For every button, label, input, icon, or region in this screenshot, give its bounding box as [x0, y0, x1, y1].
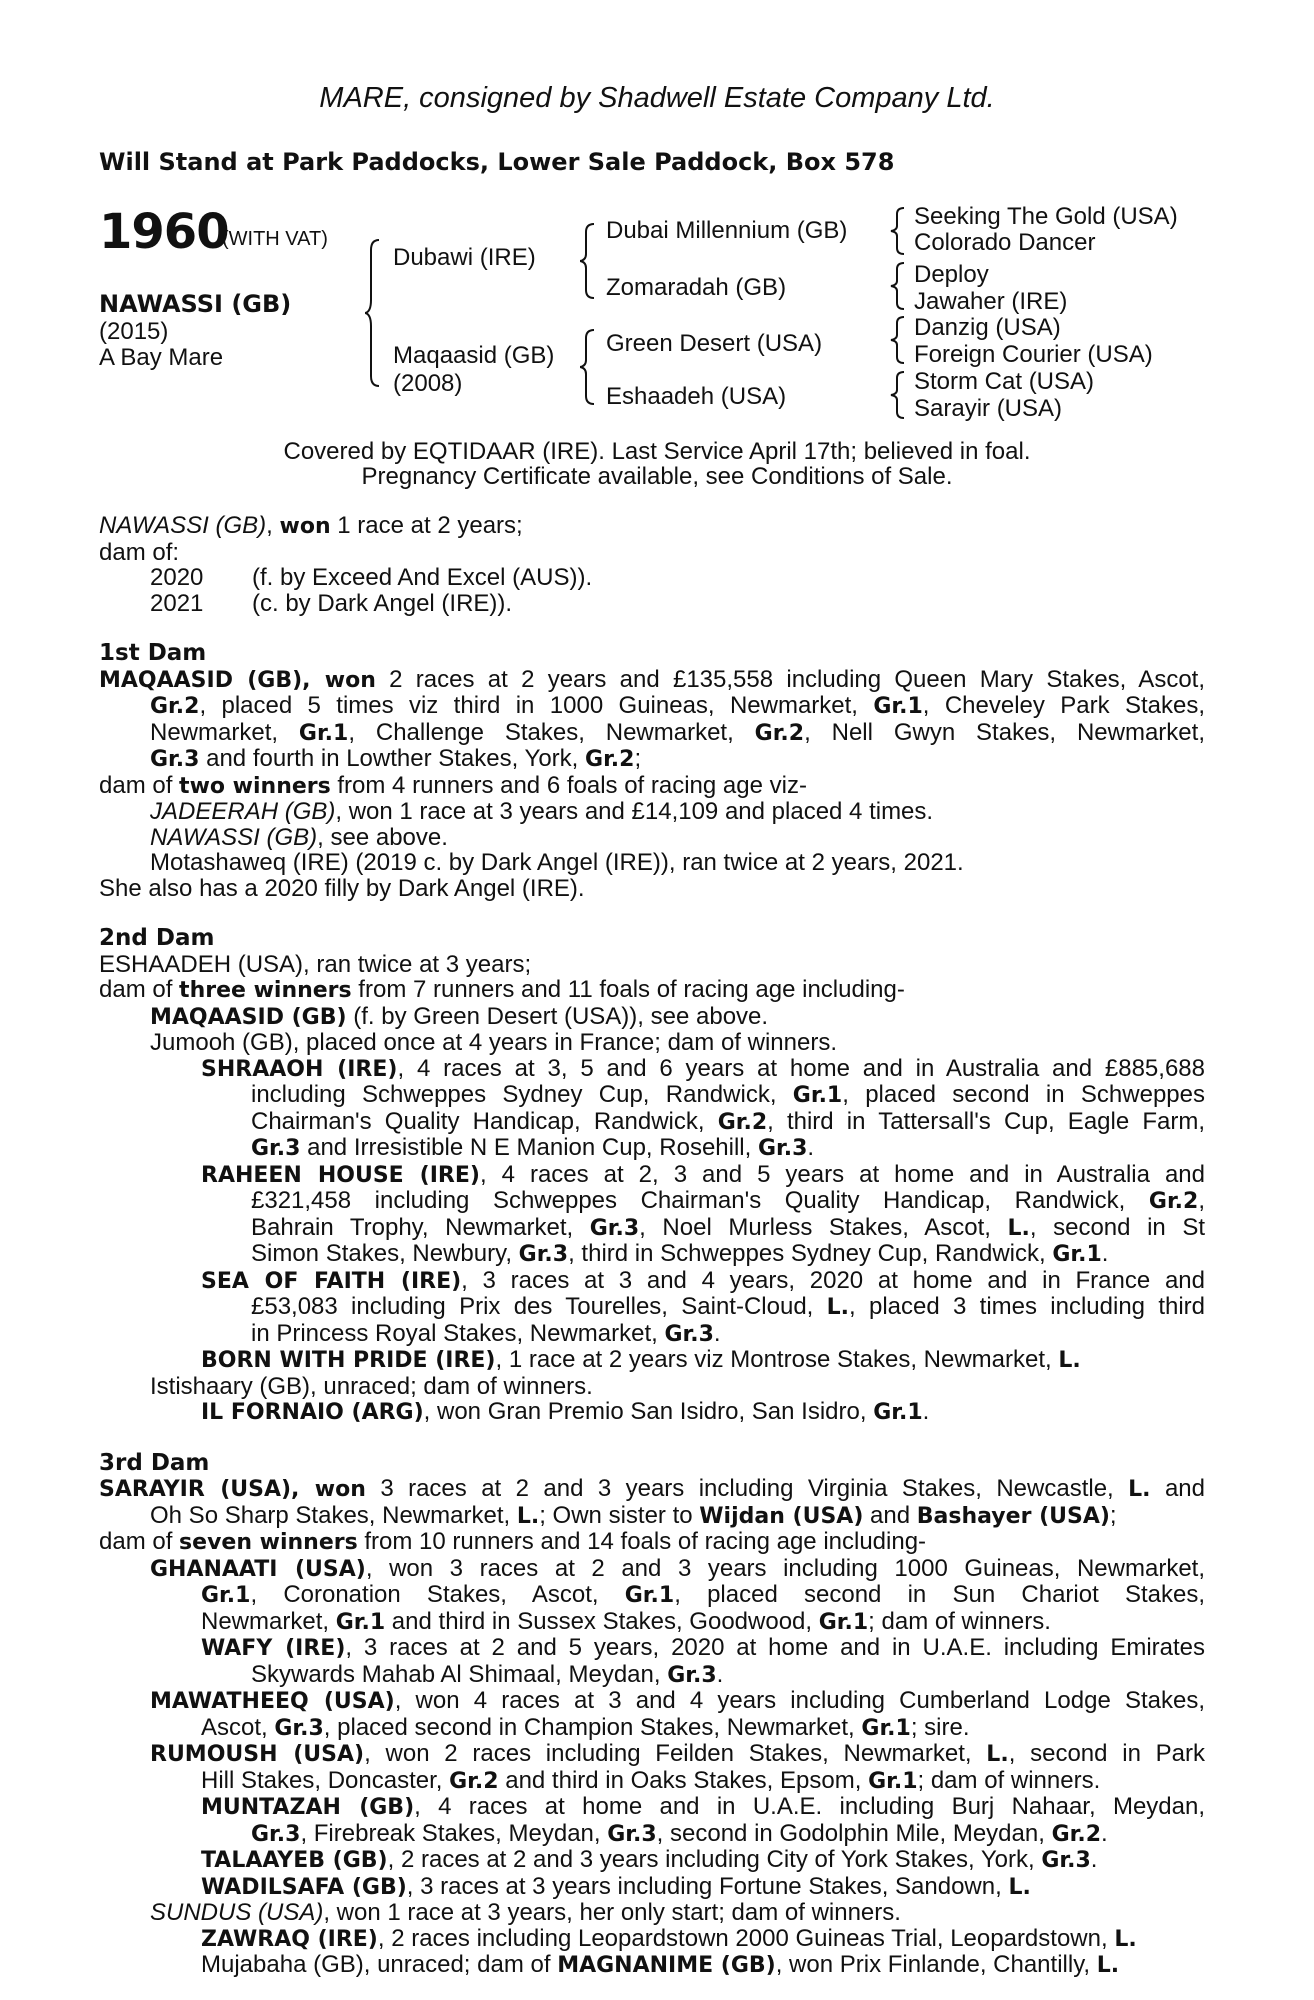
text-run: , won Prix Finlande, Chantilly, — [775, 1951, 1097, 1978]
horse-name: NAWASSI (GB) — [99, 290, 292, 318]
grade-label: Gr.1 — [201, 1583, 251, 1608]
produce-name: WAFY (IRE) — [201, 1636, 346, 1661]
grade-label: Gr.1 — [624, 1583, 675, 1608]
pedigree-brace-g1 — [890, 206, 908, 256]
text-run: . — [1101, 1819, 1108, 1847]
third-dam-produce — [99, 1900, 1205, 1926]
text-run: , second in Godolphin Mile, Meydan, — [656, 1819, 1052, 1847]
third-dam-grandproduce — [99, 1821, 1205, 1848]
second-dam-grandproduce — [99, 1241, 1205, 1268]
text-run: , third in Schweppes Sydney Cup, Randwick, — [568, 1240, 1053, 1267]
first-dam-produce — [99, 825, 1205, 851]
grade-label: Gr.2 — [150, 694, 200, 719]
text-run: in Princess Royal Stakes, Newmarket, — [251, 1319, 665, 1347]
third-dam-grandproduce — [99, 1847, 1205, 1874]
grade-label: Gr.3 — [667, 1662, 717, 1688]
text-run: , see above. — [317, 823, 448, 851]
pedigree-dam: Maqaasid (GB) — [393, 342, 555, 369]
produce-year: 2021 — [150, 589, 204, 617]
consignor-title: MARE, consigned by Shadwell Estate Company Ltd. — [319, 82, 995, 114]
text-run: (f. by Green Desert (USA)), see above. — [346, 1002, 769, 1030]
listed-label: L. — [826, 1295, 850, 1320]
text-run: ; — [634, 745, 642, 772]
text-run: dam of — [99, 771, 180, 799]
text-run: ; dam of winners. — [868, 1607, 1051, 1635]
produce-name: MAWATHEEQ (USA) — [150, 1689, 395, 1714]
text-run: , placed second in Champion Stakes, Newmarket, — [323, 1713, 862, 1741]
text-run: , second in St — [1029, 1213, 1206, 1241]
third-dam-grandproduce — [99, 1874, 1205, 1901]
second-dam-dam-of — [99, 977, 1205, 1004]
text-run: , 4 races at 2, 3 and 5 years at home and in Australia and — [479, 1160, 1205, 1188]
third-dam-grandproduce — [99, 1952, 1205, 1979]
second-dam-grandproduce — [99, 1399, 1205, 1426]
text-run: . — [922, 1398, 930, 1425]
text-run: , 2 races at 2 and 3 years including City of York Stakes, York, — [387, 1846, 1042, 1873]
text-run: dam of — [99, 1528, 180, 1555]
text-run: ; Own sister to — [539, 1501, 700, 1529]
produce-detail: (c. by Dark Angel (IRE)). — [252, 589, 513, 617]
text-run: Newmarket, — [201, 1607, 336, 1635]
text-run: , — [1198, 1187, 1205, 1214]
grade-label: Gr.2 — [449, 1768, 499, 1794]
produce-name: MAQAASID (GB) — [150, 1004, 347, 1030]
first-dam-produce: Motashaweq (IRE) (2019 c. by Dark Angel (IRE)), ran twice at 2 years, 2021. — [150, 849, 964, 876]
grade-label: Gr.3 — [518, 1242, 569, 1267]
text-run: Simon Stakes, Newbury, — [251, 1240, 519, 1267]
text-run: , placed 3 times including third — [849, 1293, 1206, 1320]
first-dam-produce — [99, 799, 1205, 825]
produce-summary: NAWASSI (GB), won 1 race at 2 years; — [99, 512, 523, 539]
text-run: Skywards Mahab Al Shimaal, Meydan, — [251, 1660, 668, 1688]
pedigree-g3: Deploy — [914, 261, 989, 288]
produce-name: JADEERAH (GB) — [150, 798, 336, 825]
grade-label: Gr.2 — [1051, 1821, 1101, 1847]
listed-label: L. — [1008, 1874, 1031, 1900]
produce-name: MUNTAZAH (GB) — [201, 1795, 415, 1820]
third-dam-grandproduce — [99, 1662, 1205, 1689]
text-run: , second in Park — [1008, 1740, 1205, 1767]
grade-label: Gr.1 — [868, 1768, 918, 1794]
text-run: , placed second in Schweppes — [842, 1081, 1205, 1108]
pedigree-dam-sire: Green Desert (USA) — [606, 330, 823, 357]
listed-label: L. — [1096, 1953, 1120, 1978]
text-run: , Coronation Stakes, Ascot, — [250, 1581, 625, 1608]
grade-label: Gr.2 — [585, 747, 635, 772]
text-run: Newmarket, — [150, 718, 299, 746]
produce-name: RAHEEN HOUSE (IRE) — [201, 1162, 480, 1188]
text-run: , Challenge Stakes, Newmarket, — [348, 718, 755, 746]
text-run: , won 1 race at 3 years, her only start; dam of winners. — [323, 1899, 901, 1926]
text-run: , Nell Gwyn Stakes, Newmarket, — [804, 718, 1205, 746]
text-run: from 10 runners and 14 foals of racing age including- — [357, 1528, 927, 1555]
third-dam-grandproduce — [99, 1635, 1205, 1662]
grade-label: Gr.1 — [335, 1609, 386, 1635]
grade-label: Gr.1 — [298, 720, 349, 746]
covered-line-1: Covered by EQTIDAAR (IRE). Last Service April 17th; believed in foal. — [283, 438, 1031, 465]
produce-name: GHANAATI (USA) — [150, 1556, 366, 1582]
pedigree-g2: Colorado Dancer — [914, 229, 1096, 256]
text-run: and — [1150, 1475, 1205, 1502]
text-run: 2 races at 2 years and £135,558 including Queen Mary Stakes, Ascot, — [375, 665, 1205, 693]
produce-name: IL FORNAIO (ARG) — [201, 1400, 424, 1425]
text-run: , won 3 races at 2 and 3 years including 1000 Guineas, Newmarket, — [365, 1554, 1206, 1582]
pedigree-brace-g3 — [890, 315, 908, 365]
second-dam-produce: Istishaary (GB), unraced; dam of winners. — [150, 1372, 593, 1400]
produce-won: won — [279, 514, 331, 539]
text-run: ; dam of winners. — [917, 1766, 1101, 1794]
text-run: and — [863, 1501, 917, 1529]
text-run: 3 races at 2 and 3 years including Virginia Stakes, Newcastle, — [365, 1475, 1129, 1502]
text-run: , Noel Murless Stakes, Ascot, — [639, 1213, 1008, 1241]
text-run: , 4 races at 3, 5 and 6 years at home and in Australia and £885,688 — [397, 1054, 1205, 1082]
pedigree-g6: Foreign Courier (USA) — [914, 341, 1153, 368]
listed-label: L. — [1058, 1348, 1081, 1373]
second-dam-grandproduce — [99, 1135, 1205, 1162]
second-dam-grandproduce — [99, 1109, 1205, 1136]
text-run: , Cheveley Park Stakes, — [922, 692, 1205, 719]
first-dam-heading: 1st Dam — [99, 640, 207, 666]
pedigree-sire-sire: Dubai Millennium (GB) — [606, 217, 848, 244]
third-dam-produce — [99, 1741, 1205, 1768]
text-run: . — [716, 1660, 724, 1688]
text-run: and third in Oaks Stakes, Epsom, — [498, 1766, 869, 1794]
second-dam-grandproduce — [99, 1215, 1205, 1242]
grade-label: Gr.3 — [607, 1821, 657, 1847]
text-run: . — [1101, 1240, 1109, 1267]
text-run: , won 1 race at 3 years and £14,109 and placed 4 times. — [335, 798, 934, 825]
third-dam-line — [99, 1476, 1205, 1503]
grade-label: Gr.1 — [792, 1083, 843, 1108]
grade-label: Gr.3 — [274, 1715, 324, 1741]
second-dam-grandproduce — [99, 1188, 1205, 1215]
text-run: Ascot, — [201, 1713, 275, 1741]
produce-name: ZAWRAQ (IRE) — [201, 1926, 378, 1952]
text-run: , 3 races at 2 and 5 years, 2020 at home and in U.A.E. including Emirates — [345, 1634, 1206, 1661]
pedigree-brace-g4 — [890, 370, 908, 420]
stand-location: Will Stand at Park Paddocks, Lower Sale Paddock, Box 578 — [99, 148, 895, 176]
grade-label: Gr.2 — [1148, 1189, 1199, 1214]
text-run: . — [807, 1134, 815, 1161]
second-dam-grandproduce — [99, 1347, 1205, 1374]
horse-year: (2015) — [99, 318, 169, 345]
second-dam-produce: Jumooh (GB), placed once at 4 years in France; dam of winners. — [150, 1029, 837, 1056]
sibling-name: Wijdan (USA) — [699, 1503, 864, 1529]
pedigree-g5: Danzig (USA) — [914, 314, 1061, 341]
text-run: , third in Tattersall's Cup, Eagle Farm, — [767, 1107, 1206, 1135]
horse-description: A Bay Mare — [99, 344, 224, 371]
produce-name: RUMOUSH (USA) — [150, 1742, 365, 1767]
grade-label: Gr.3 — [1041, 1848, 1091, 1873]
pedigree-g7: Storm Cat (USA) — [914, 368, 1095, 395]
grade-label: Gr.2 — [717, 1109, 768, 1135]
produce-name: SEA OF FAITH (IRE) — [201, 1268, 462, 1294]
pedigree-sire-dam: Zomaradah (GB) — [606, 274, 787, 301]
text-run: . — [713, 1319, 721, 1347]
grade-label: Gr.3 — [251, 1136, 301, 1161]
second-dam-produce — [99, 1004, 1205, 1031]
produce-name: MAGNANIME (GB) — [557, 1953, 776, 1978]
produce-name: WADILSAFA (GB) — [201, 1874, 407, 1900]
produce-name: NAWASSI (GB) — [99, 512, 267, 539]
second-dam-grandproduce — [99, 1056, 1205, 1083]
text-run: including Schweppes Sydney Cup, Randwick, — [251, 1081, 793, 1108]
text-run: , 1 race at 2 years viz Montrose Stakes, Newmarket, — [495, 1346, 1059, 1373]
pedigree-dam-dam: Eshaadeh (USA) — [606, 383, 787, 410]
text-run: Mujabaha (GB), unraced; dam of — [201, 1951, 558, 1978]
pedigree-g1: Seeking The Gold (USA) — [914, 203, 1178, 230]
text-run: , Firebreak Stakes, Meydan, — [300, 1819, 608, 1847]
produce-year: 2020 — [150, 564, 204, 591]
produce-name: TALAAYEB (GB) — [201, 1848, 388, 1873]
produce-row — [99, 565, 1205, 591]
listed-label: L. — [1007, 1215, 1030, 1241]
second-dam-grandproduce — [99, 1082, 1205, 1109]
grade-label: Gr.1 — [818, 1609, 869, 1635]
third-dam-produce — [99, 1715, 1205, 1742]
text-run: , 3 races at 3 years including Fortune Stakes, Sandown, — [406, 1872, 1009, 1900]
text-run: dam of — [99, 976, 180, 1003]
text-run: , placed 5 times viz third in 1000 Guineas, Newmarket, — [199, 692, 874, 719]
text-run: , won 4 races at 3 and 4 years including Cumberland Lodge Stakes, — [394, 1687, 1205, 1714]
text-run: ; — [1109, 1501, 1117, 1529]
text-run: from 7 runners and 11 foals of racing age including- — [351, 976, 905, 1003]
text-run: , won Gran Premio San Isidro, San Isidro, — [423, 1398, 874, 1425]
produce-detail: (f. by Exceed And Excel (AUS)). — [252, 564, 593, 591]
first-dam-line — [99, 746, 1205, 773]
covered-line-2: Pregnancy Certificate available, see Conditions of Sale. — [361, 463, 953, 490]
text-run: . — [1090, 1846, 1098, 1873]
third-dam-line — [99, 1503, 1205, 1530]
text-run: , 2 races including Leopardstown 2000 Guineas Trial, Leopardstown, — [377, 1924, 1115, 1952]
first-dam-line — [99, 667, 1205, 694]
grade-label: Gr.3 — [664, 1321, 714, 1347]
listed-label: L. — [1128, 1477, 1151, 1502]
text-run: Hill Stakes, Doncaster, — [201, 1766, 450, 1794]
first-dam-line — [99, 693, 1205, 720]
second-dam-line: ESHAADEH (USA), ran twice at 3 years; — [99, 950, 532, 978]
first-dam-dam-of — [99, 773, 1205, 800]
text-run: Bahrain Trophy, Newmarket, — [251, 1213, 590, 1241]
pedigree-brace-sire — [580, 222, 598, 300]
grade-label: Gr.3 — [150, 747, 200, 772]
winners-count: seven winners — [179, 1530, 358, 1555]
first-dam-note: She also has a 2020 filly by Dark Angel (IRE). — [99, 874, 585, 902]
produce-row — [99, 591, 1205, 617]
text-run: and fourth in Lowther Stakes, York, — [199, 745, 586, 772]
second-dam-grandproduce — [99, 1268, 1205, 1295]
text-run: Oh So Sharp Stakes, Newmarket, — [150, 1501, 517, 1529]
text-run: and Irresistible N E Manion Cup, Rosehill, — [300, 1134, 758, 1161]
grade-label: Gr.1 — [861, 1715, 911, 1741]
listed-label: L. — [1114, 1926, 1137, 1952]
third-dam-produce — [99, 1688, 1205, 1715]
third-dam-grandproduce — [99, 1794, 1205, 1821]
text-run: and third in Sussex Stakes, Goodwood, — [385, 1607, 819, 1635]
text-run: from 4 runners and 6 foals of racing age viz- — [330, 771, 807, 799]
pedigree-sire: Dubawi (IRE) — [393, 244, 536, 271]
grade-label: Gr.3 — [251, 1821, 301, 1847]
second-dam-heading: 2nd Dam — [99, 925, 215, 951]
grade-label: Gr.1 — [873, 694, 923, 719]
pedigree-g4: Jawaher (IRE) — [914, 288, 1068, 315]
text-run: , 3 races at 3 and 4 years, 2020 at home and in France and — [461, 1266, 1205, 1294]
winners-count: three winners — [179, 978, 352, 1003]
second-dam-grandproduce — [99, 1294, 1205, 1321]
third-dam-produce — [99, 1582, 1205, 1609]
text-run: Chairman's Quality Handicap, Randwick, — [251, 1107, 718, 1135]
produce-name: BORN WITH PRIDE (IRE) — [201, 1348, 496, 1373]
produce-name: SUNDUS (USA) — [150, 1899, 324, 1926]
produce-rest: 1 race at 2 years; — [330, 512, 523, 539]
winners-count: two winners — [179, 773, 331, 799]
grade-label: Gr.2 — [754, 720, 805, 746]
listed-label: L. — [986, 1742, 1009, 1767]
grade-label: Gr.3 — [757, 1136, 808, 1161]
third-dam-grandproduce — [99, 1926, 1205, 1953]
third-dam-heading: 3rd Dam — [99, 1449, 210, 1476]
grade-label: Gr.1 — [1052, 1242, 1102, 1267]
third-dam-produce — [99, 1768, 1205, 1795]
grade-label: Gr.3 — [589, 1215, 640, 1241]
grade-label: Gr.1 — [873, 1400, 923, 1425]
text-run: £53,083 including Prix des Tourelles, Saint-Cloud, — [251, 1293, 827, 1320]
first-dam-line — [99, 720, 1205, 747]
lot-number: 1960 — [99, 204, 229, 260]
third-dam-produce — [99, 1609, 1205, 1636]
third-dam-dam-of — [99, 1529, 1205, 1556]
first-dam-name: MAQAASID (GB), won — [99, 667, 376, 693]
third-dam-produce — [99, 1556, 1205, 1583]
produce-dam-of: dam of: — [99, 538, 180, 566]
listed-label: L. — [516, 1503, 540, 1529]
catalogue-body — [99, 513, 1205, 1979]
second-dam-grandproduce — [99, 1321, 1205, 1348]
pedigree-g8: Sarayir (USA) — [914, 395, 1063, 422]
sibling-name: Bashayer (USA) — [916, 1503, 1110, 1529]
pedigree-dam-year: (2008) — [393, 370, 463, 397]
text-run: , won 2 races including Feilden Stakes, Newmarket, — [364, 1740, 987, 1767]
third-dam-name: SARAYIR (USA), won — [99, 1477, 366, 1502]
produce-name: NAWASSI (GB) — [150, 823, 318, 851]
text-run: £321,458 including Schweppes Chairman's Quality Handicap, Randwick, — [251, 1187, 1149, 1214]
second-dam-grandproduce — [99, 1162, 1205, 1189]
text-run: , 4 races at home and in U.A.E. including Burj Nahaar, Meydan, — [414, 1793, 1206, 1820]
text-run: , placed second in Sun Chariot Stakes, — [674, 1581, 1205, 1608]
pedigree-brace-main — [365, 238, 385, 388]
pedigree-brace-g2 — [890, 261, 908, 311]
vat-note: (WITH VAT) — [222, 228, 328, 250]
pedigree-brace-dam — [580, 328, 598, 406]
text-run: ; sire. — [910, 1713, 970, 1741]
produce-name: SHRAAOH (IRE) — [201, 1056, 398, 1082]
